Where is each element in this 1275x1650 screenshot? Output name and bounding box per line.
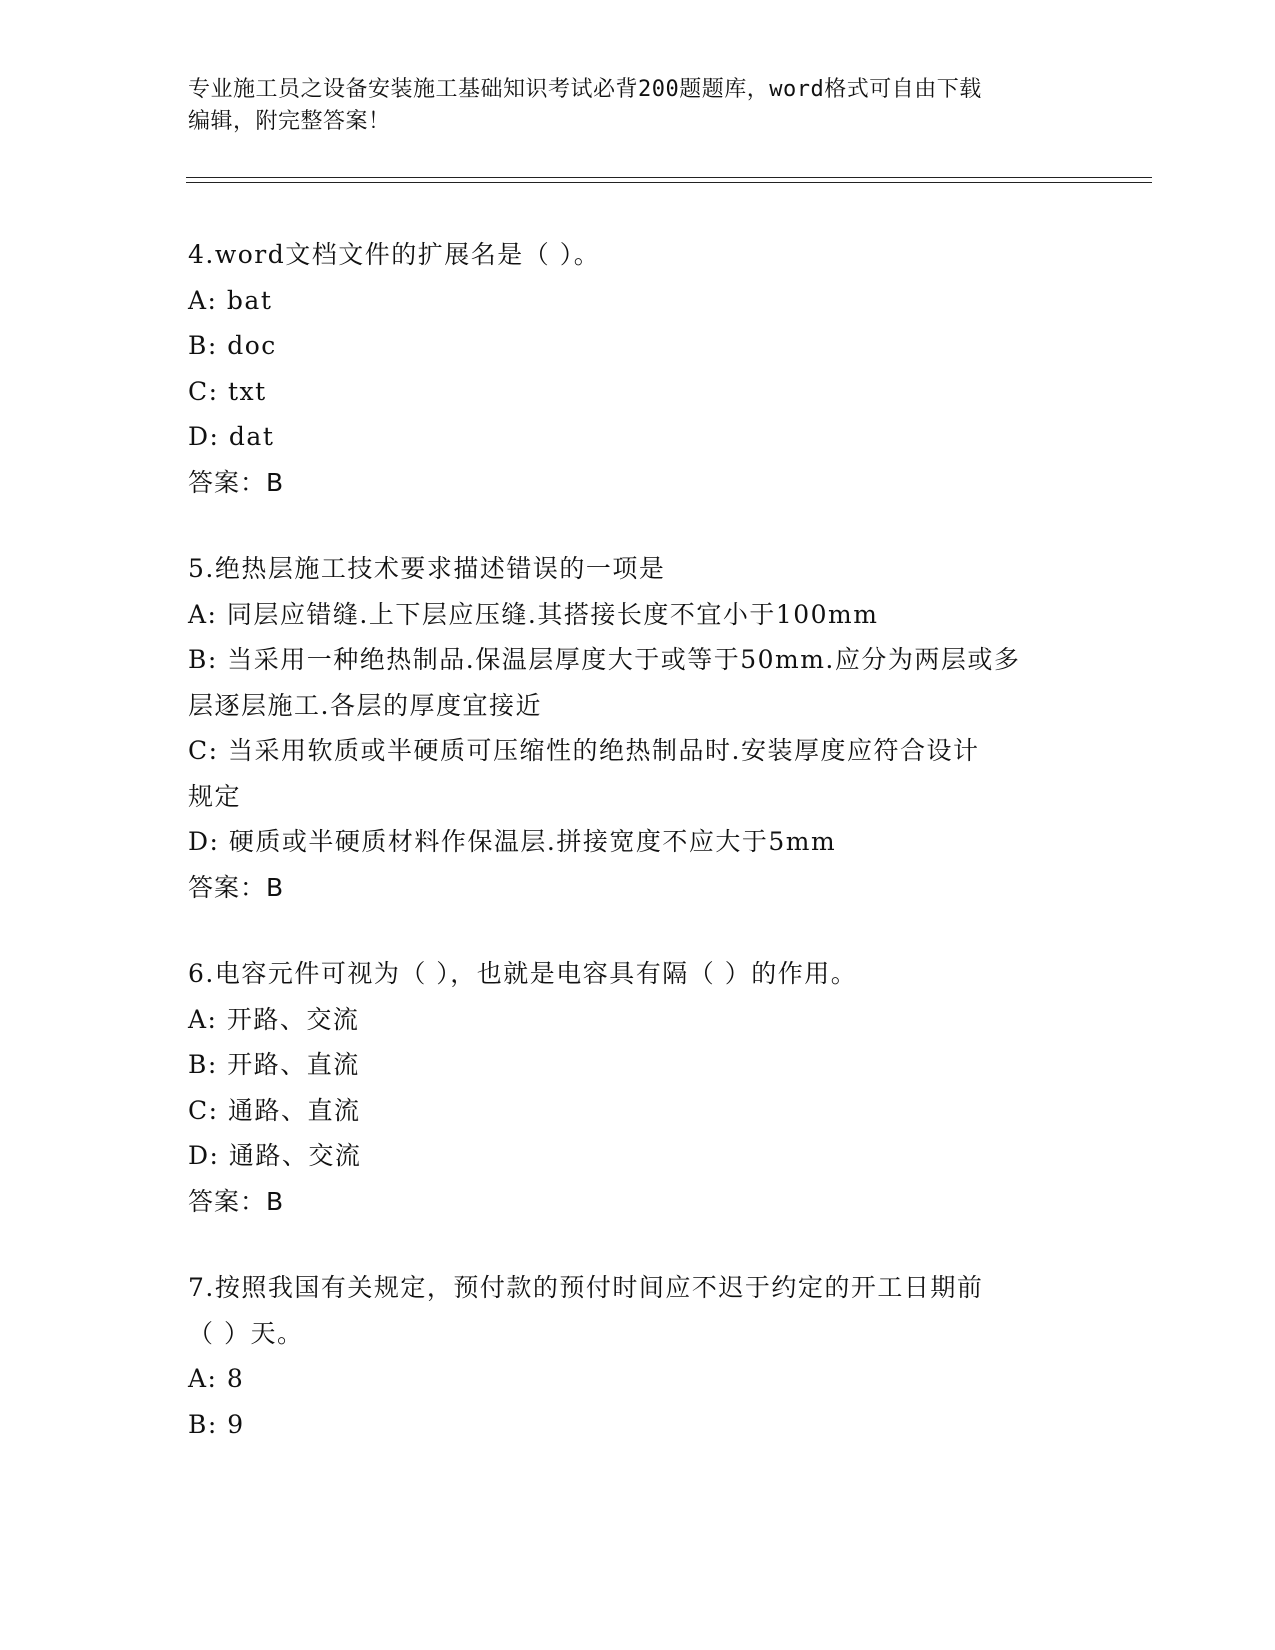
question-5 (188, 546, 1088, 910)
option-c: C: 当采用软质或半硬质可压缩性的绝热制品时.安装厚度应符合设计 (188, 736, 980, 765)
document-header (188, 74, 1088, 138)
header-title-line-2: 编辑，附完整答案！ (188, 109, 391, 134)
question-stem: 6.电容元件可视为（ ），也就是电容具有隔（ ）的作用。 (188, 959, 858, 988)
option-a: A: 开路、交流 (188, 1004, 360, 1034)
option-c: C: txt (188, 376, 267, 406)
question-stem-continued: （ ）天。 (188, 1318, 304, 1348)
header-divider-top (186, 177, 1152, 178)
question-list (188, 232, 1088, 1488)
question-4 (188, 232, 1088, 505)
option-a: A: bat (188, 285, 273, 315)
question-6 (188, 951, 1088, 1224)
option-a: A: 同层应错缝.上下层应压缝.其搭接长度不宜小于100mm (188, 599, 879, 629)
option-b-continued: 层逐层施工.各层的厚度宜接近 (188, 690, 542, 720)
answer-label: 答案：B (188, 1186, 285, 1216)
header-divider-bottom (186, 182, 1152, 183)
option-d: D: 通路、交流 (188, 1141, 362, 1170)
option-c: C: 通路、直流 (188, 1095, 361, 1125)
option-d: D: 硬质或半硬质材料作保温层.拼接宽度不应大于5mm (188, 827, 837, 856)
question-stem: 4.word文档文件的扩展名是（ ）。 (188, 240, 601, 269)
option-a: A: 8 (188, 1364, 245, 1393)
question-7 (188, 1265, 1088, 1447)
answer-label: 答案：B (188, 467, 285, 497)
option-c-continued: 规定 (188, 781, 242, 811)
option-b: B: 开路、直流 (188, 1050, 360, 1079)
question-stem: 5.绝热层施工技术要求描述错误的一项是 (188, 554, 666, 583)
answer-label: 答案：B (188, 872, 285, 902)
option-b: B: doc (188, 331, 277, 360)
option-d: D: dat (188, 422, 275, 451)
question-stem: 7.按照我国有关规定，预付款的预付时间应不迟于约定的开工日期前 (188, 1273, 984, 1302)
header-title-line-1: 专业施工员之设备安装施工基础知识考试必背200题题库，word格式可自由下载 (188, 77, 982, 102)
option-b: B: 当采用一种绝热制品.保温层厚度大于或等于50mm.应分为两层或多 (188, 645, 1021, 674)
option-b: B: 9 (188, 1409, 245, 1439)
